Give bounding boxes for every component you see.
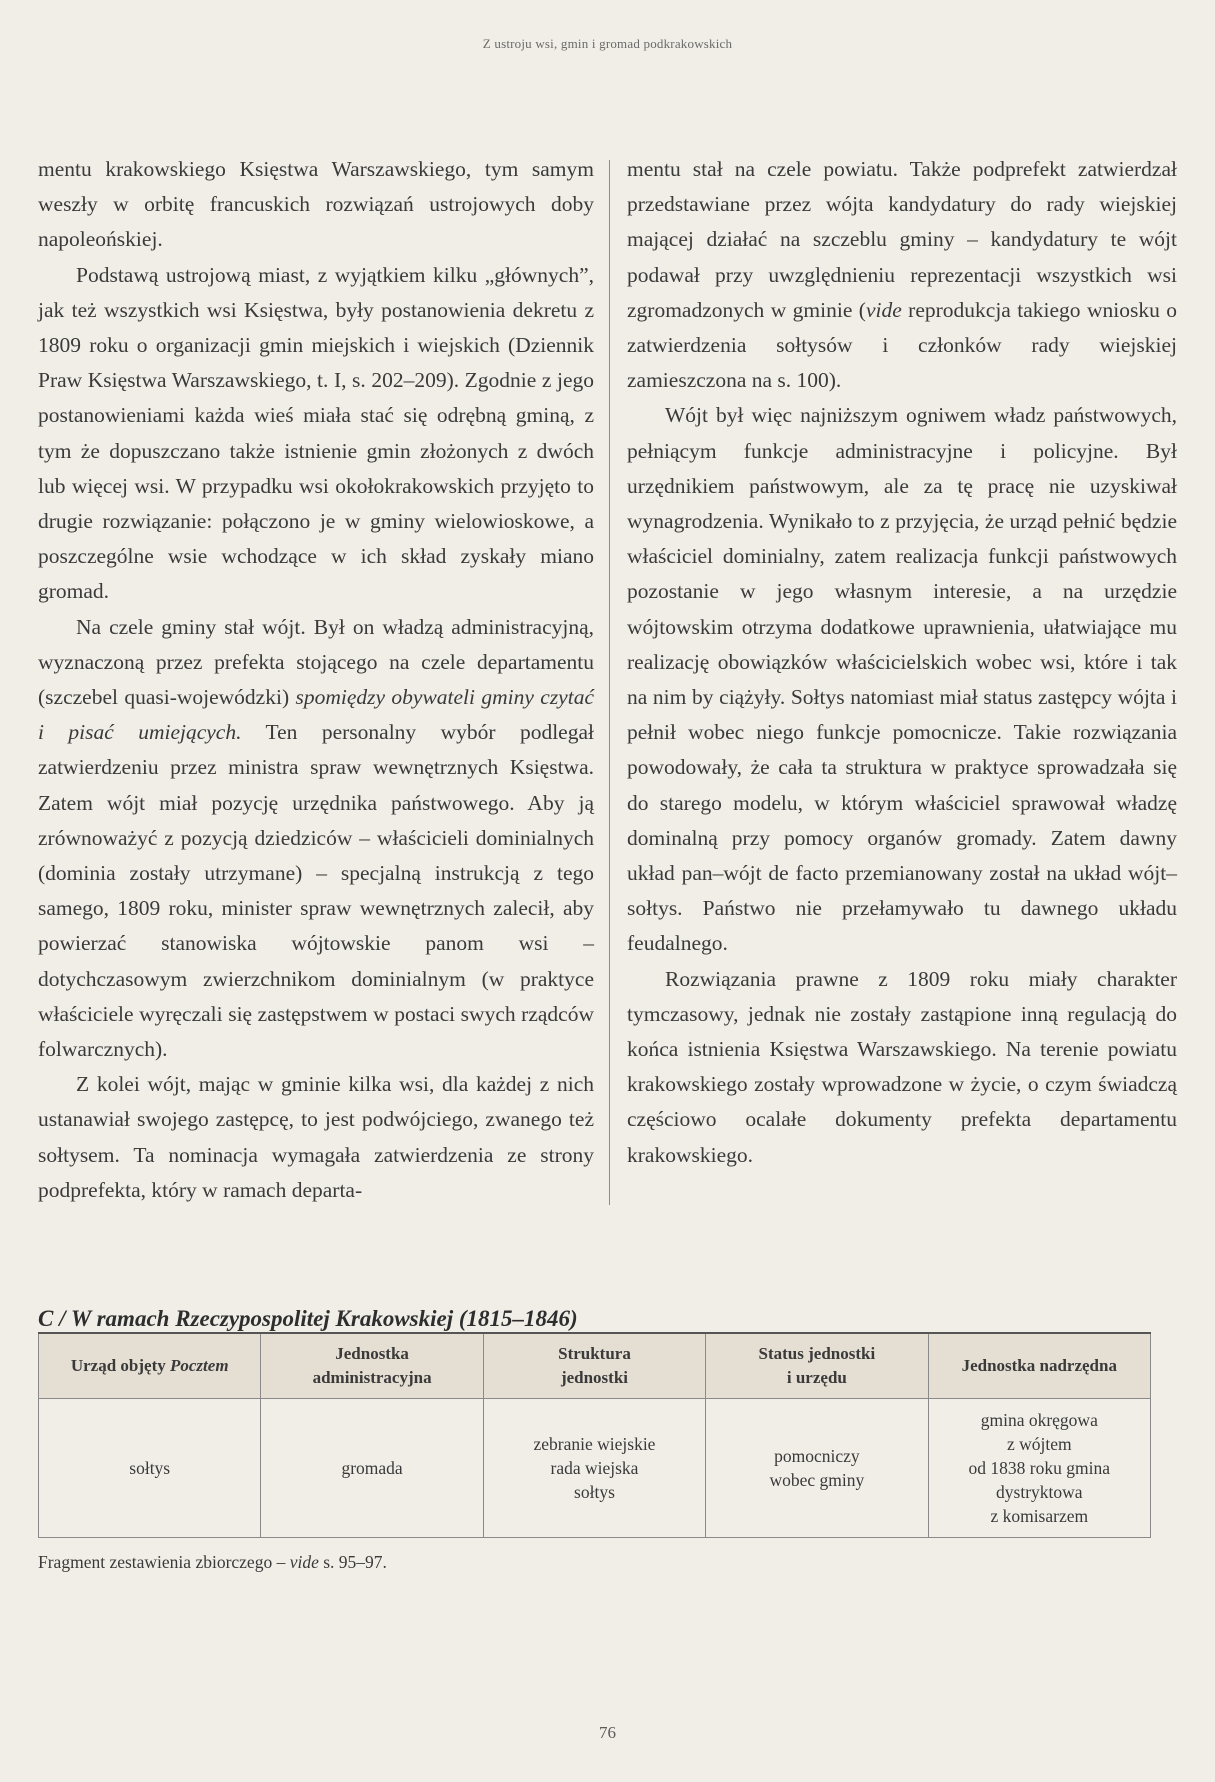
header-text: Urząd objęty bbox=[70, 1356, 170, 1375]
table-header-row bbox=[39, 1333, 1151, 1399]
header-structure: Struktura jednostki bbox=[483, 1333, 705, 1399]
italic-quote: spomiędzy obywateli gminy czytać i pisać umiejących. bbox=[38, 685, 594, 745]
running-head: Z ustroju wsi, gmin i gromad podkrakowskich bbox=[482, 36, 733, 51]
text-run: reprodukcja takiego wniosku o zatwierdzenia sołtysów i członków rady wiejskiej zamieszczona na s. 100). bbox=[627, 297, 1177, 393]
paragraph bbox=[38, 610, 594, 1068]
table-caption bbox=[38, 1552, 387, 1573]
paragraph bbox=[627, 152, 1177, 398]
table-cell: gromada bbox=[261, 1399, 483, 1538]
table-row bbox=[39, 1399, 1151, 1538]
paragraph: Rozwiązania prawne z 1809 roku miały charakter tymczasowy, jednak nie zostały zastąpione inną regulacją do końca istnienia Księstwa Warszawskiego. Na terenie powiatu krakowskiego zostały wprowadzone w życie, o czym świadczą częściowo ocalałe dokumenty prefekta departamentu krakowskiego. bbox=[627, 966, 1177, 1167]
page-number: 76 bbox=[599, 1723, 616, 1742]
paragraph: Z kolei wójt, mając w gminie kilka wsi, dla każdej z nich ustanawiał swojego zastępcę, to jest podwójciego, zwanego też sołtysem. Ta nominacja wymagała zatwierdzenia ze strony podprefekta, który w ramach departa- bbox=[38, 1072, 594, 1202]
right-column bbox=[627, 152, 1177, 1173]
table-cell: zebranie wiejskie rada wiejska sołtys bbox=[483, 1399, 705, 1538]
text-run: Na czele gminy stał wójt. Był on władzą administracyjną, wyznaczoną przez prefekta stojącego na czele departamentu (szczebel quasi-wojewódzki) bbox=[38, 614, 594, 710]
caption-italic: vide bbox=[289, 1552, 319, 1572]
paragraph: mentu krakowskiego Księstwa Warszawskiego, tym samym weszły w orbitę francuskich rozwiązań ustrojowych doby napoleońskiej. bbox=[38, 157, 594, 252]
header-office bbox=[39, 1333, 261, 1399]
text-run: Ten personalny wybór podlegał zatwierdzeniu przez ministra spraw wewnętrznych Księstwa. Zatem wójt miał pozycję urzędnika państwowego. Aby ją zrównoważyć z pozycją dziedziców – właścicieli dominialnych (dominia zostały utrzymane) – specjalną instrukcją z tego samego, 1809 roku, minister spraw wewnętrznych zalecił, aby powierzać stanowiska wójtowskie panom wsi – dotychczasowym zwierzchnikom dominialnym (w praktyce właściciele wyręczali się zastępstwem w postaci swych rządców folwarcznych). bbox=[38, 720, 594, 1062]
table-cell: sołtys bbox=[39, 1399, 261, 1538]
caption-text: Fragment zestawienia zbiorczego – bbox=[38, 1552, 290, 1572]
left-column bbox=[38, 152, 594, 1208]
paragraph: Wójt był więc najniższym ogniwem władz państwowych, pełniącym funkcje administracyjne i policyjne. Był urzędnikiem państwowym, ale za tę pracę nie uzyskiwał wynagrodzenia. Wynikało to z przyjęcia, że urząd pełnić będzie właściciel dominialny, zatem realizacja funkcji państwowych pozostanie w jego własnym interesie, a na urzędzie wójtowskim otrzyma dodatkowe uprawnienia, ułatwiające mu realizację obowiązków właścicielskich wobec wsi, które i tak na nim by ciążyły. Sołtys natomiast miał status zastępcy wójta i pełnił wobec niego funkcje pomocnicze. Takie rozwiązania powodowały, że cała ta struktura w praktyce sprowadzała się do starego modelu, w którym właściciel sprawował władzę dominalną przy pomocy organów gromady. Zatem dawny układ pan–wójt de facto przemianowany został na układ wójt–sołtys. Państwo nie przełamywało tu dawnego układu feudalnego. bbox=[627, 403, 1177, 956]
table-cell: gmina okręgowa z wójtem od 1838 roku gmina dystryktowa z komisarzem bbox=[928, 1399, 1150, 1538]
header-status: Status jednostki i urzędu bbox=[706, 1333, 928, 1399]
text-run: mentu stał na czele powiatu. Także podprefekt zatwierdzał przedstawiane przez wójta kandydatury do rady wiejskiej mającej działać na szczeblu gminy – kandydatury te wójt podawał przy uwzględnieniu reprezentacji wszystkich wsi zgromadzonych w gminie ( bbox=[627, 157, 1177, 322]
column-divider bbox=[609, 160, 610, 1205]
header-superior-unit: Jednostka nadrzędna bbox=[928, 1333, 1150, 1399]
section-title: C / W ramach Rzeczypospolitej Krakowskiej (1815–1846) bbox=[38, 1306, 578, 1331]
table-cell: pomocniczy wobec gminy bbox=[706, 1399, 928, 1538]
italic-term: vide bbox=[865, 297, 902, 322]
summary-table bbox=[38, 1332, 1151, 1538]
header-unit: Jednostka administracyjna bbox=[261, 1333, 483, 1399]
paragraph: Podstawą ustrojową miast, z wyjątkiem kilku „głównych”, jak też wszystkich wsi Księstwa, były postanowienia dekretu z 1809 roku o organizacji gmin miejskich i wiejskich (Dziennik Praw Księstwa Warszawskiego, t. I, s. 202–209). Zgodnie z jego postanowieniami każda wieś miała stać się odrębną gminą, z tym że dopuszczano także istnienie gmin złożonych z dwóch lub więcej wsi. W przypadku wsi okołokrakowskich przyjęto to drugie rozwiązanie: połączono je w gminy wielowioskowe, a poszczególne wsie wchodzące w ich skład zyskały miano gromad. bbox=[38, 262, 594, 604]
header-italic: Pocztem bbox=[170, 1356, 229, 1375]
caption-text: s. 95–97. bbox=[318, 1552, 387, 1572]
